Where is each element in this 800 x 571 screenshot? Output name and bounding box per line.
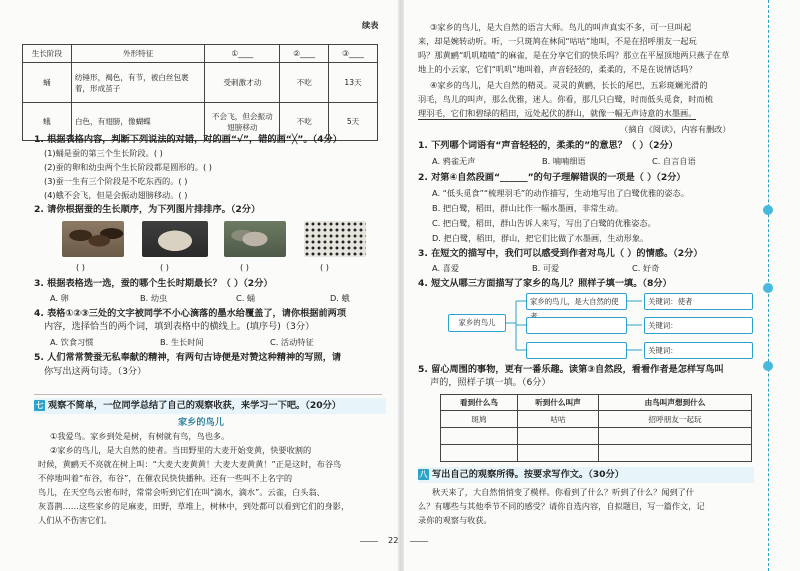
r-q1-option: B. 喃喃细语 — [542, 156, 586, 166]
q3-option: C. 蛹 — [236, 293, 256, 303]
table-cell[interactable] — [518, 445, 599, 462]
binding-hole — [763, 283, 773, 293]
section-8-line: 秋天来了，大自然悄悄变了模样。你看到了什么？听到了什么？闻到了什 — [432, 487, 695, 497]
left-q4-line: 内容，选择恰当的两个词，填到表格中的横线上。(填序号)（3分） — [44, 321, 315, 332]
essay-line: ①我爱鸟。家乡到处是树，有树就有鸟，鸟也多。 — [50, 431, 230, 441]
source-note: （摘自《阅读》，内容有删改） — [620, 124, 731, 134]
right-q5-line: 5. 留心周围的事物，更有一番乐趣。读第③自然段，看看作者是怎样写鸟叫 — [418, 364, 724, 375]
table-cell: 受刺激才动 — [205, 63, 280, 103]
table-header: 听到什么叫声 — [518, 395, 599, 411]
essay-line: 人们从不伤害它们。 — [38, 515, 112, 525]
q3-option: B. 幼虫 — [140, 293, 168, 303]
mind-map-keyword[interactable]: 关键词： — [644, 317, 753, 334]
section-7-heading — [34, 398, 386, 414]
table-cell: 白色，有翅膀，像蝴蝶 — [71, 103, 205, 141]
table-header: 看到什么鸟 — [441, 395, 518, 411]
table-header-row — [23, 45, 378, 63]
continued-label: 续表 — [362, 20, 379, 30]
section-8-title: 写出自己的观察所得。按要求写作文。（30分） — [432, 469, 624, 480]
table-header: 生长阶段 — [23, 45, 72, 63]
right-q1: 1. 下列哪个词语有“声音轻轻的，柔柔的”的意思？（ ）（2分） — [418, 140, 678, 151]
para4-line: ④家乡的鸟儿，是大自然的精灵。灵灵的黄鹂，长长的尾巴，五彩斑斓光滑的 — [430, 80, 708, 90]
binding-hole — [763, 361, 773, 371]
binding-hole — [763, 205, 773, 215]
q3-option: D. 蛾 — [330, 293, 350, 303]
section-8-heading — [418, 467, 754, 483]
table-cell[interactable] — [599, 428, 752, 445]
silkworm-photo — [142, 221, 208, 257]
q4-option: B. 生长时间 — [160, 337, 204, 347]
para3-line: 地上的小云家，它们“叽叽”地叫着，声音轻轻的，柔柔的，不是在说情话吗？ — [418, 64, 697, 74]
left-q1: 1. 根据表格内容，判断下列说法的对错，对的画“√”，错的画“╳”。（4分） — [34, 134, 342, 145]
table-row — [441, 411, 752, 428]
observation-table — [22, 44, 378, 141]
eggs-photo — [304, 221, 366, 257]
r-q1-option: A. 鸦雀无声 — [432, 156, 476, 166]
q1-item: (1)蛹是蚕的第三个生长阶段。( ) — [44, 148, 163, 158]
table-cell: 斑鸠 — [441, 411, 518, 428]
r-q2-option: A. “低头觅食”“梳理羽毛”的动作描写，生动地写出了白鹭优雅的姿态。 — [432, 188, 689, 198]
mind-map-branch[interactable] — [526, 342, 627, 359]
q4-option: C. 活动特征 — [270, 337, 314, 347]
table-cell: 招呼朋友一起玩 — [599, 411, 752, 428]
r-q3-option: C. 好奇 — [632, 263, 660, 273]
section-number: 七 — [35, 401, 44, 410]
table-header: ③____ — [329, 45, 378, 63]
section-7-title: 观察不简单，一位同学总结了自己的观察收获，来学习一下吧。（20分） — [48, 400, 341, 411]
q3-option: A. 卵 — [50, 293, 69, 303]
photo-bracket: ( ) — [320, 262, 329, 272]
table-row — [23, 63, 378, 103]
right-q3: 3. 在短文的描写中，我们可以感受到作者对鸟儿（ ）的情感。（2分） — [418, 248, 703, 259]
table-header-row — [441, 395, 752, 411]
table-cell: 咕咕 — [518, 411, 599, 428]
r-q2-option: C. 把白鹭，稻田，群山告诉人来写，写出了白鹭的优雅姿态。 — [432, 218, 656, 228]
bird-sound-table — [440, 394, 752, 462]
section-8-line: 录你的观察与收获。 — [418, 515, 492, 525]
r-q2-option: B. 把白鹭，稻田，群山比作一幅水墨画，非常生动。 — [432, 203, 623, 213]
left-q3: 3. 根据表格选一选，蚕的哪个生长时期最长？（ ）（2分） — [34, 278, 273, 289]
table-cell: 5天 — [329, 103, 378, 141]
table-row — [441, 428, 752, 445]
photo-bracket: ( ) — [160, 262, 169, 272]
para3-line: ③家乡的鸟儿，是大自然的语言大师。鸟儿的叫声真实不多，可一旦叫起 — [430, 22, 692, 32]
table-header: ②____ — [280, 45, 329, 63]
table-cell: 纺锤形，褐色，有节，被白丝包裹 着，形成茧子 — [71, 63, 205, 103]
mind-map-branch[interactable] — [526, 317, 627, 334]
left-q4-line: 4. 表格①②③三处的文字被同学不小心滴落的墨水给覆盖了，请你根据前两项 — [34, 308, 347, 319]
essay-line: ②家乡的鸟儿，是大自然的使者。当田野里的大麦开始变黄，快要收割的 — [50, 445, 312, 455]
table-cell: 不吃 — [280, 63, 329, 103]
table-header: 外形特征 — [71, 45, 205, 63]
right-q4: 4. 短文从哪三方面描写了家乡的鸟儿？照样子填一填。（8分） — [418, 278, 672, 289]
table-cell: 13天 — [329, 63, 378, 103]
table-cell: 蛹 — [23, 63, 72, 103]
essay-line: 鸟儿，在天空鸟云密布时，常常会听到它们在叫“滴水，滴水”。云雀，白头翁、 — [38, 487, 325, 497]
mind-map-root: 家乡的鸟儿 — [448, 314, 506, 332]
essay-line: 时候，黄鹂天不亮就在树上叫：“大麦大麦黄黄！大麦大麦黄黄！”正是这时，布谷鸟 — [38, 459, 342, 469]
left-q2: 2. 请你根据蚕的生长顺序，为下列图片排排序。（2分） — [34, 204, 261, 215]
essay-title: 家乡的鸟儿 — [178, 417, 224, 428]
left-q5-line: 你写出这两句诗。（3分） — [44, 366, 147, 377]
q1-item: (2)蚕的卵和幼虫两个生长阶段都是圆形的。( ) — [44, 162, 212, 172]
table-cell: 不吃 — [280, 103, 329, 141]
photo-bracket: ( ) — [240, 262, 249, 272]
para3-line: 吗？那黄鹂“叽叽喳喳”的麻雀，是在分享它们的快乐吗？那立在平屋顶地两只燕子在草 — [418, 50, 730, 60]
r-q3-option: B. 可爱 — [532, 263, 560, 273]
right-q5-line: 声的，照样子填一填。（6分） — [430, 377, 551, 388]
r-q1-option: C. 自言自语 — [652, 156, 696, 166]
essay-line: 不停地叫着“布谷，布谷”，在催农民快快播种。还有一些叫不上名字的 — [38, 473, 293, 483]
footer-rule — [410, 541, 428, 542]
table-cell[interactable] — [441, 445, 518, 462]
mind-map-keyword[interactable]: 关键词：使者 — [644, 293, 753, 310]
page-gutter — [398, 0, 404, 571]
moth-photo — [224, 221, 286, 257]
right-q2: 2. 对第④自然段画“______”的句子理解错误的一项是（ ）（2分） — [418, 172, 686, 183]
table-row — [441, 445, 752, 462]
cocoon-photo — [62, 221, 124, 257]
table-cell[interactable] — [599, 445, 752, 462]
footer-rule — [360, 541, 378, 542]
r-q3-option: A. 喜爱 — [432, 263, 460, 273]
q1-item: (3)蚕一生有三个阶段是不吃东西的。( ) — [44, 176, 188, 186]
q1-item: (4)蛾不会飞，但是会振动翅膀移动。( ) — [44, 190, 188, 200]
table-cell: 蛾 — [23, 103, 72, 141]
left-q5-line: 5. 人们常常赞蚕无私奉献的精神，有两句古诗便是对赞这种精神的写照，请 — [34, 352, 342, 363]
essay-line: 灰喜鹊……这些家乡的足麻麦，田野，草堆上，树林中，到处都可以看到它们的身影， — [38, 501, 350, 511]
divider — [34, 394, 382, 395]
table-cell: 不会飞，但会振动 翅膀移动 — [205, 103, 280, 141]
para4-line: 羽毛，鸟儿的叫声，那么优雅，迷人。你看，那几只白鹭，时而低头觅食，时而梳 — [418, 94, 713, 104]
para4-line: 理羽毛，它们和碧绿的稻田，远处起伏的群山，就像一幅无声诗意的水墨画。 — [418, 108, 697, 118]
page-number: 22 — [388, 535, 399, 545]
table-header: 由鸟叫声想到什么 — [599, 395, 752, 411]
table-cell[interactable] — [441, 428, 518, 445]
mind-map-branch[interactable]: 家乡的鸟儿，是大自然的使 — [526, 293, 627, 310]
section-number: 八 — [419, 470, 428, 479]
para3-line: 来，却是婉转动听。听，一只斑鸠在林间“咕咕”地叫，不是在招呼朋友一起玩 — [418, 36, 697, 46]
table-cell[interactable] — [518, 428, 599, 445]
q4-option: A. 饮食习惯 — [50, 337, 94, 347]
section-8-line: 么？有哪些与其他季节不同的感受？请你自选内容，自拟题目，写一篇作文，记 — [418, 501, 705, 511]
photo-bracket: ( ) — [76, 262, 85, 272]
r-q2-option: D. 把白鹭，稻田，群山，把它们比做了水墨画，生动形象。 — [432, 233, 649, 243]
table-header: ①____ — [205, 45, 280, 63]
mind-map-keyword[interactable]: 关键词： — [644, 342, 753, 359]
